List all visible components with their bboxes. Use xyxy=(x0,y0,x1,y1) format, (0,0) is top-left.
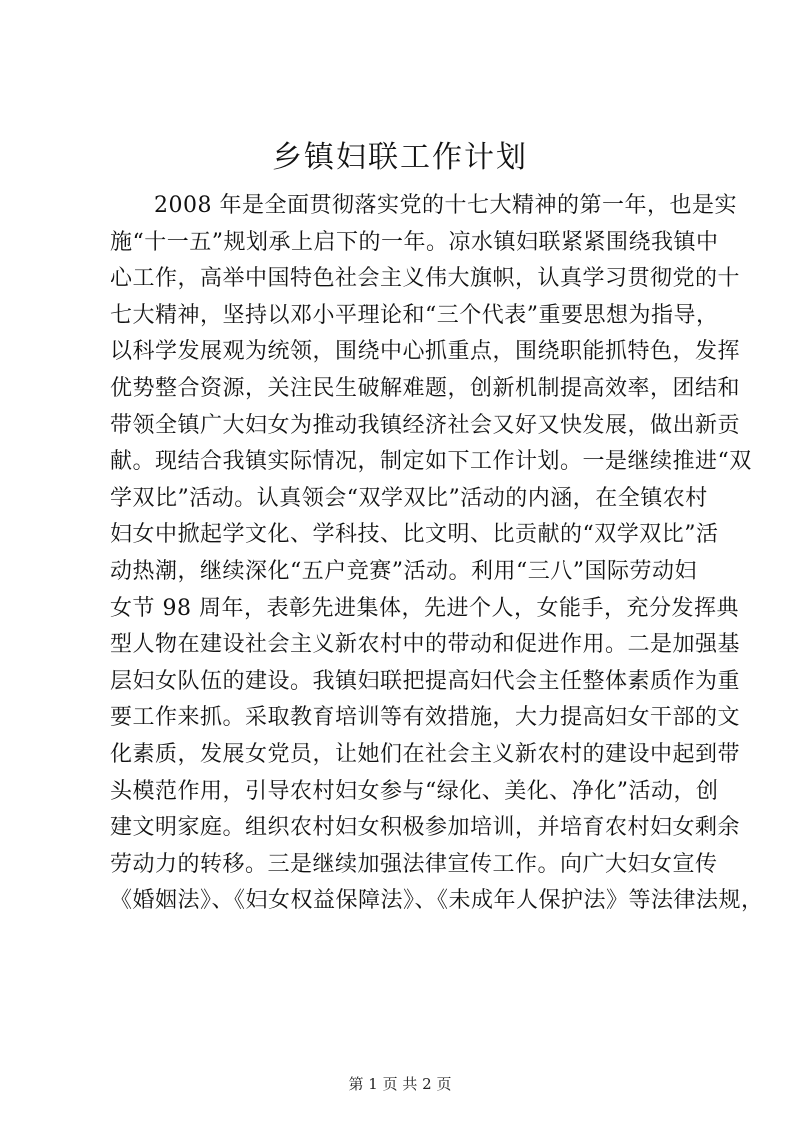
body-line: 头模范作用，引导农村妇女参与“绿化、美化、净化”活动，创 xyxy=(110,778,719,804)
body-line: 建文明家庭。组织农村妇女积极参加培训，并培育农村妇女剩余 xyxy=(110,815,741,841)
body-line: 女节 98 周年，表彰先进集体，先进个人，女能手，充分发挥典 xyxy=(110,595,739,621)
body-line: 心工作，高举中国特色社会主义伟大旗帜，认真学习贯彻党的十 xyxy=(110,266,741,292)
body-line: 《婚姻法》、《妇女权益保障法》、《未成年人保护法》等法律法规， xyxy=(110,888,764,914)
body-line: 要工作来抓。采取教育培训等有效措施，大力提高妇女干部的文 xyxy=(110,705,741,731)
body-line: 动热潮，继续深化“五户竞赛”活动。利用“三八”国际劳动妇 xyxy=(110,558,697,584)
body-line: 优势整合资源，关注民生破解难题，创新机制提高效率，团结和 xyxy=(110,375,741,401)
body-line: 献。现结合我镇实际情况，制定如下工作计划。一是继续推进“双 xyxy=(110,449,752,475)
body-line: 劳动力的转移。三是继续加强法律宣传工作。向广大妇女宣传 xyxy=(110,851,718,877)
page-number-footer: 第 1 页 共 2 页 xyxy=(348,1075,452,1093)
body-line: 七大精神，坚持以邓小平理论和“三个代表”重要思想为指导， xyxy=(110,302,719,328)
body-line: 带领全镇广大妇女为推动我镇经济社会又好又快发展，做出新贡 xyxy=(110,412,741,438)
body-line: 施“十一五”规划承上启下的一年。凉水镇妇联紧紧围绕我镇中 xyxy=(110,229,719,255)
body-line: 化素质，发展女党员，让她们在社会主义新农村的建设中起到带 xyxy=(110,741,741,767)
document-body xyxy=(110,188,764,920)
body-line: 学双比”活动。认真领会“双学双比”活动的内涵，在全镇农村 xyxy=(110,485,708,511)
body-line: 以科学发展观为统领，围绕中心抓重点，围绕职能抓特色，发挥 xyxy=(110,339,741,365)
body-line: 2008 年是全面贯彻落实党的十七大精神的第一年，也是实 xyxy=(154,193,737,218)
body-line: 层妇女队伍的建设。我镇妇联把提高妇代会主任整体素质作为重 xyxy=(110,668,741,694)
body-line: 妇女中掀起学文化、学科技、比文明、比贡献的“双学双比”活 xyxy=(110,522,719,548)
body-line: 型人物在建设社会主义新农村中的带动和促进作用。二是加强基 xyxy=(110,632,741,658)
document-title: 乡镇妇联工作计划 xyxy=(272,140,528,175)
